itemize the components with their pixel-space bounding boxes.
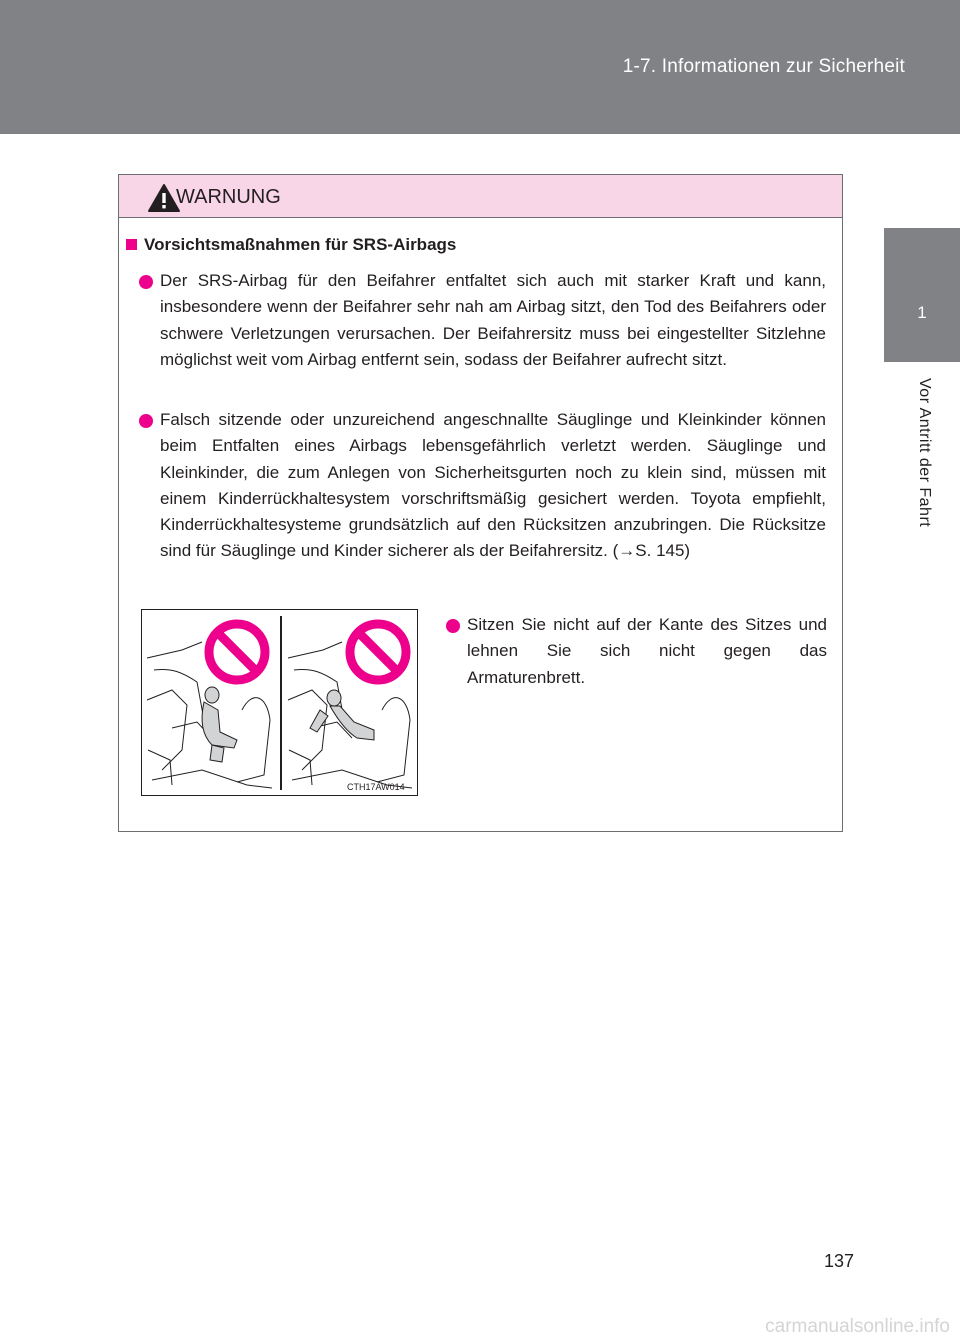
- chapter-title: Vor Antritt der Fahrt: [916, 378, 933, 528]
- bullet-icon: [139, 275, 153, 289]
- page-number: 137: [824, 1251, 855, 1271]
- chapter-number: 1: [917, 303, 927, 322]
- warning-label: WARNUNG: [176, 186, 281, 208]
- square-bullet-icon: [126, 239, 137, 250]
- illustration-code: CTH17AW014: [347, 782, 405, 792]
- prohibition-icon: [350, 624, 406, 680]
- section-header: 1-7. Informationen zur Sicherheit: [622, 56, 905, 77]
- section-title: [126, 235, 456, 255]
- illustration: [141, 609, 418, 796]
- warning-item: Falsch sitzende oder unzureichend angeschnallte Säuglinge und Kleinkinder können beim Entfalten eines Airbags lebensgefährlich verletzt werden. Säuglinge und Kleinkinder, die zum Anlegen von Sicherheitsgurten noch zu klein sind, müssen mit einem Kinderrückhaltesystem vorschriftsmäßig gesichert werden. Toyota empfiehlt, Kinderrückhaltesysteme grundsätzlich auf den Rücksitzen anzubringen. Die Rücksitze sind für Säuglinge und Kinder sicherer als der Beifahrersitz. (→S. 145): [160, 410, 826, 561]
- bullet-icon: [446, 619, 460, 633]
- seating-illustration: [142, 610, 417, 795]
- warning-header: [119, 175, 842, 218]
- prohibition-icon: [209, 624, 265, 680]
- chapter-tab: [884, 228, 960, 362]
- bullet-icon: [139, 414, 153, 428]
- watermark: carmanualsonline.info: [765, 1316, 950, 1337]
- warning-item: Sitzen Sie nicht auf der Kante des Sitzes und lehnen Sie sich nicht gegen das Armaturenbrett.: [467, 615, 827, 687]
- warning-item: Der SRS-Airbag für den Beifahrer entfaltet sich auch mit starker Kraft und kann, insbesondere wenn der Beifahrer sehr nah am Airbag sitzt, den Tod des Beifahrers oder schwere Verletzungen verursachen. Der Beifahrersitz muss bei eingestellter Sitzlehne möglichst weit vom Airbag entfernt sein, sodass der Beifahrer aufrecht sitzt.: [160, 271, 826, 369]
- section-title-text: Vorsichtsmaßnahmen für SRS-Airbags: [144, 235, 457, 254]
